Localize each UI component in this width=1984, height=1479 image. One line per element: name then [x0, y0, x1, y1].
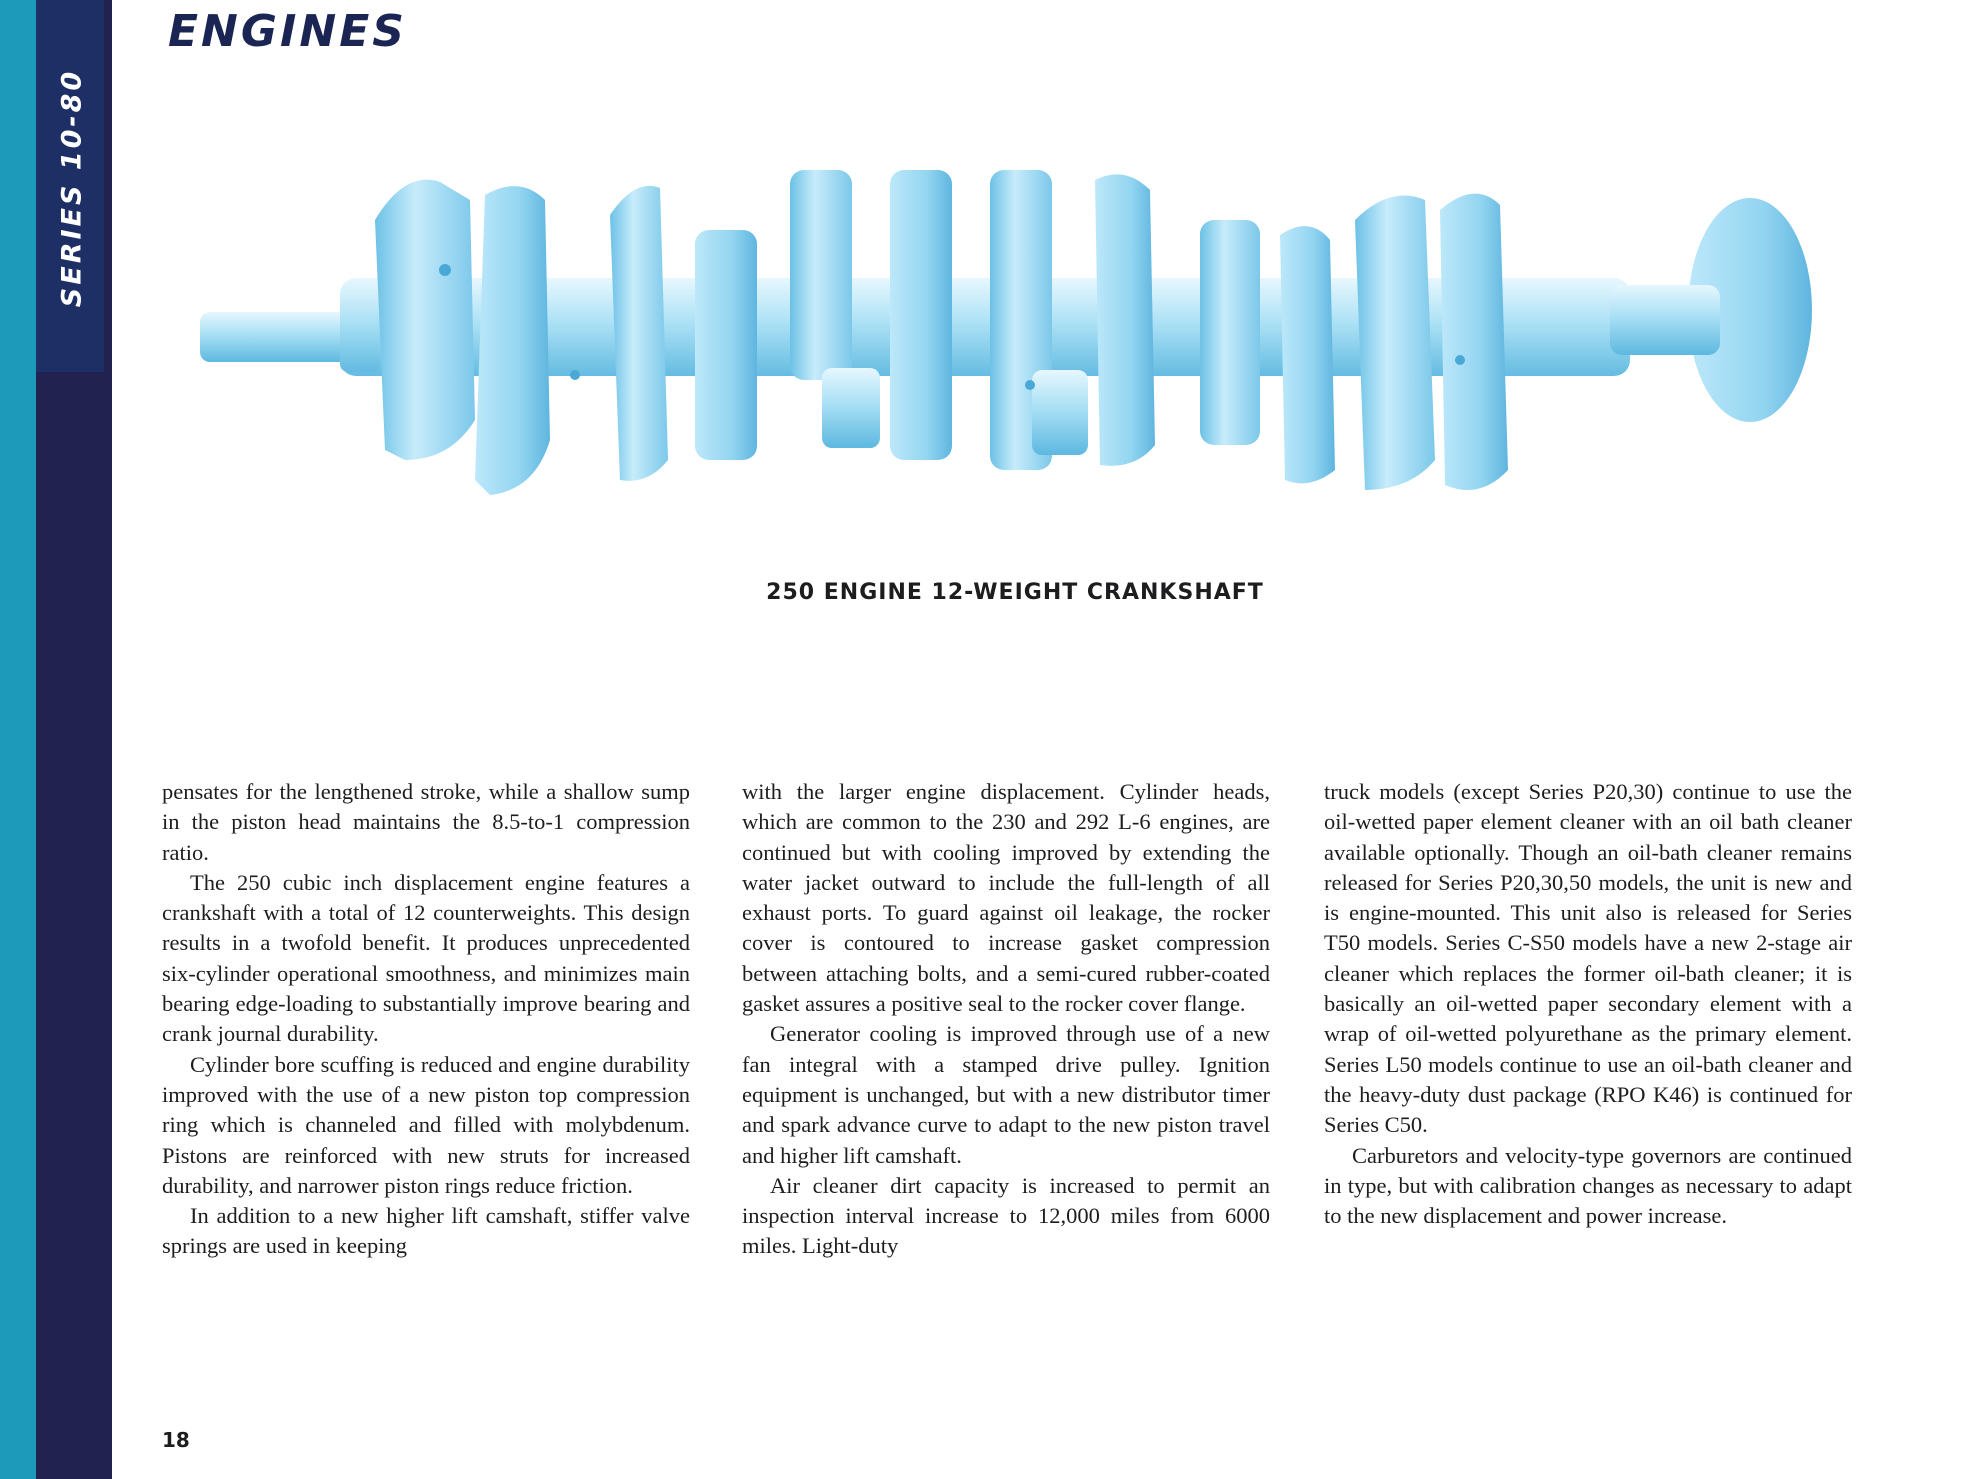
paragraph: Cylinder bore scuffing is reduced and engine durability improved with the use of a new piston top compression ring which is channeled and filled with molybdenum. Pistons are reinforced with new struts for increased durability, and narrower piston rings reduce friction. — [162, 1051, 690, 1198]
series-label: SERIES 10-80 — [56, 68, 88, 308]
paragraph: Carburetors and velocity-type governors are continued in type, but with calibration changes as necessary to adapt to the new displacement and power increase. — [1324, 1142, 1852, 1229]
text-column-2 — [742, 777, 1270, 1262]
paragraph: pensates for the lengthened stroke, while a shallow sump in the piston head maintains the 8.5-to-1 compression ratio. — [162, 779, 690, 865]
paragraph: truck models (except Series P20,30) continue to use the oil-wetted paper element cleaner with an oil bath cleaner available optionally. Though an oil-bath cleaner remains released for Series P20,30,50 models, the unit is new and is engine-mounted. This unit also is released for Series T50 models. Series C-S50 models have a new 2-stage air cleaner which replaces the former oil-bath cleaner; it is basically an oil-wetted paper secondary element with a wrap of oil-wetted polyurethane as the primary element. Series L50 models continue to use an oil-bath cleaner and the heavy-duty dust package (RPO K46) is continued for Series C50. — [1324, 779, 1852, 1138]
page-number: 18 — [162, 1428, 190, 1452]
text-column-1 — [162, 777, 690, 1262]
paragraph: In addition to a new higher lift camshaft, stiffer valve springs are used in keeping — [162, 1203, 690, 1259]
text-column-3 — [1324, 777, 1852, 1231]
figure-caption: 250 ENGINE 12-WEIGHT CRANKSHAFT — [766, 580, 1264, 605]
paragraph: The 250 cubic inch displacement engine features a crankshaft with a total of 12 counterweights. This design results in a twofold benefit. It produces unprecedented six-cylinder operational smoothness, and minimizes main bearing edge-loading to substantially improve bearing and crank journal durability. — [162, 869, 690, 1047]
section-title: ENGINES — [168, 6, 407, 57]
paragraph: with the larger engine displacement. Cylinder heads, which are common to the 230 and 292 L-6 engines, are continued but with cooling improved by extending the water jacket outward to include the full-length of all exhaust ports. To guard against oil leakage, the rocker cover is contoured to increase gasket compression between attaching bolts, and a semi-cured rubber-coated gasket assures a positive seal to the rocker cover flange. — [742, 779, 1270, 1017]
paragraph: Generator cooling is improved through use of a new fan integral with a stamped drive pulley. Ignition equipment is unchanged, but with a new distributor timer and spark advance curve to adapt to the new piston travel and higher lift camshaft. — [742, 1021, 1270, 1168]
paragraph: Air cleaner dirt capacity is increased to permit an inspection interval increase to 12,000 miles from 6000 miles. Light-duty — [742, 1172, 1270, 1259]
crankshaft-illustration — [190, 160, 1840, 520]
crankshaft-drawing — [190, 160, 1840, 520]
